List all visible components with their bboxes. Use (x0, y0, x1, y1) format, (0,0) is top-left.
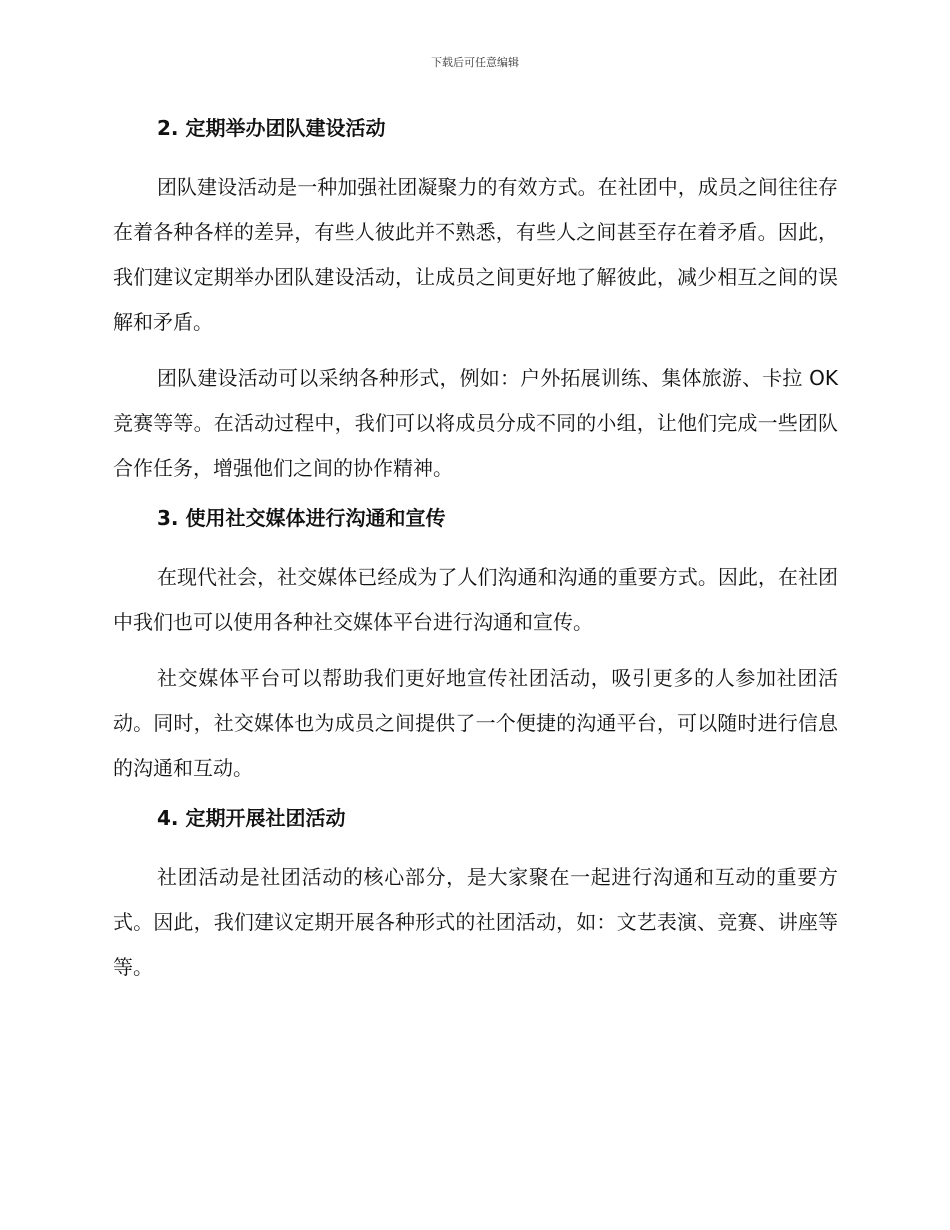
document-body (113, 112, 838, 990)
paragraph: 社团活动是社团活动的核心部分，是大家聚在一起进行沟通和互动的重要方式。因此，我们建议定期开展各种形式的社团活动，如：文艺表演、竞赛、讲座等等。 (113, 865, 838, 979)
paragraph: 社交媒体平台可以帮助我们更好地宣传社团活动，吸引更多的人参加社团活动。同时，社交媒体也为成员之间提供了一个便捷的沟通平台，可以随时进行信息的沟通和互动。 (113, 666, 838, 780)
paragraph: 团队建设活动可以采纳各种形式，例如：户外拓展训练、集体旅游、卡拉 OK 竞赛等等。在活动过程中，我们可以将成员分成不同的小组，让他们完成一些团队合作任务，增强他们之间的协作精神。 (113, 366, 838, 480)
section-heading: 3. 使用社交媒体进行沟通和宣传 (157, 506, 446, 530)
page-header-note: 下载后可任意编辑 (431, 56, 519, 69)
paragraph: 团队建设活动是一种加强社团凝聚力的有效方式。在社团中，成员之间往往存在着各种各样的差异，有些人彼此并不熟悉，有些人之间甚至存在着矛盾。因此，我们建议定期举办团队建设活动，让成员之间更好地了解彼此，减少相互之间的误解和矛盾。 (113, 175, 838, 334)
paragraph: 在现代社会，社交媒体已经成为了人们沟通和沟通的重要方式。因此，在社团中我们也可以使用各种社交媒体平台进行沟通和宣传。 (113, 565, 838, 634)
section-heading: 4. 定期开展社团活动 (157, 806, 346, 830)
section-heading: 2. 定期举办团队建设活动 (157, 116, 386, 140)
